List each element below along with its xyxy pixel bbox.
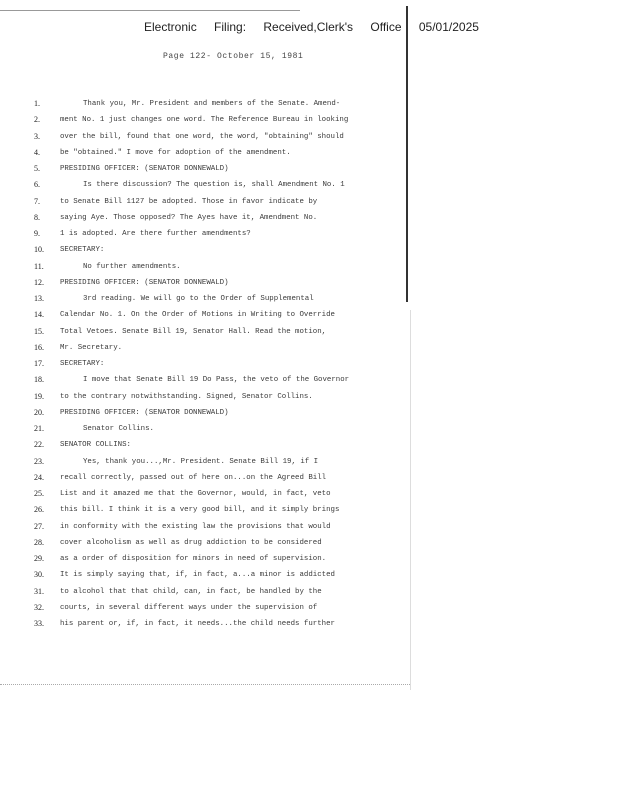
transcript-line — [0, 96, 410, 112]
line-text: this bill. I think it is a very good bill, and it simply brings — [60, 506, 340, 515]
line-number: 11. — [34, 261, 44, 271]
line-text: to Senate Bill 1127 be adopted. Those in favor indicate by — [60, 197, 318, 206]
line-text: in conformity with the existing law the provisions that would — [60, 522, 331, 531]
transcript-line — [0, 177, 410, 193]
line-text: I move that Senate Bill 19 Do Pass, the veto of the Governor — [83, 376, 350, 385]
transcript-line — [0, 470, 410, 486]
line-text: List and it amazed me that the Governor, would, in fact, veto — [60, 490, 331, 498]
line-number: 15. — [34, 326, 44, 336]
line-number: 27. — [34, 521, 44, 531]
line-number: 16. — [34, 342, 44, 352]
transcript-line — [0, 372, 410, 388]
line-text: It is simply saying that, if, in fact, a...a minor is addicted — [60, 571, 335, 580]
transcript-line — [0, 535, 410, 551]
line-number: 4. — [34, 147, 40, 157]
transcript-line — [0, 259, 410, 275]
transcript-line — [0, 437, 410, 453]
line-number: 7. — [34, 196, 40, 206]
line-number: 19. — [34, 391, 44, 401]
line-number: 9. — [34, 229, 40, 238]
line-text: PRESIDING OFFICER: (SENATOR DONNEWALD) — [60, 278, 229, 287]
line-text: PRESIDING OFFICER: (SENATOR DONNEWALD) — [60, 408, 229, 417]
line-number: 30. — [34, 570, 44, 580]
line-text: Calendar No. 1. On the Order of Motions in Writing to Override — [60, 311, 335, 320]
transcript-line — [0, 210, 410, 226]
line-text: as a order of disposition for minors in need of supervision. — [60, 555, 327, 563]
line-text: PRESIDING OFFICER: (SENATOR DONNEWALD) — [60, 165, 229, 173]
line-number: 31. — [34, 586, 44, 596]
line-number: 5. — [34, 164, 40, 173]
line-number: 6. — [34, 180, 40, 190]
line-text: SECRETARY: — [60, 360, 105, 368]
line-text: courts, in several different ways under the supervision of — [60, 603, 318, 612]
stamp-received: Received,Clerk's — [263, 20, 354, 34]
transcript-line — [0, 340, 410, 356]
scan-top-rule — [0, 10, 300, 11]
line-number: 2. — [34, 115, 40, 125]
transcript-line — [0, 551, 410, 567]
line-number: 12. — [34, 277, 44, 287]
line-text: be "obtained." I move for adoption of the amendment. — [60, 148, 291, 157]
transcript-line — [0, 405, 410, 421]
transcript-line — [0, 242, 410, 258]
transcript-line — [0, 161, 410, 177]
transcript-line — [0, 421, 410, 437]
line-number: 25. — [34, 489, 44, 498]
transcript-line — [0, 275, 410, 291]
line-text: 3rd reading. We will go to the Order of Supplemental — [83, 295, 314, 303]
transcript-line — [0, 519, 410, 535]
transcript-line — [0, 600, 410, 616]
line-number: 14. — [34, 310, 44, 320]
line-number: 3. — [34, 131, 40, 141]
line-text: No further amendments. — [83, 262, 181, 271]
line-number: 23. — [34, 456, 44, 466]
line-number: 17. — [34, 359, 44, 368]
line-text: to the contrary notwithstanding. Signed, Senator Collins. — [60, 392, 313, 401]
transcript-line — [0, 226, 410, 242]
line-number: 26. — [34, 505, 44, 515]
line-text: recall correctly, passed out of here on...on the Agreed Bill — [60, 473, 327, 482]
transcript-line — [0, 454, 410, 470]
line-text: saying Aye. Those opposed? The Ayes have it, Amendment No. — [60, 213, 318, 222]
line-number: 8. — [34, 212, 40, 222]
line-text: Senator Collins. — [83, 425, 154, 433]
transcript-line — [0, 502, 410, 518]
line-number: 28. — [34, 537, 44, 547]
stamp-filing: Filing: — [214, 20, 247, 34]
line-text: SENATOR COLLINS: — [60, 441, 131, 450]
stamp-electronic: Electronic — [144, 20, 197, 34]
line-number: 29. — [34, 554, 44, 563]
line-text: ment No. 1 just changes one word. The Reference Bureau in looking — [60, 116, 349, 125]
transcript-line — [0, 486, 410, 502]
line-text: Thank you, Mr. President and members of the Senate. Amend- — [83, 100, 341, 108]
filing-stamp — [144, 20, 493, 34]
transcript-line — [0, 291, 410, 307]
stamp-date: 05/01/2025 — [418, 20, 479, 34]
line-text: Total Vetoes. Senate Bill 19, Senator Hall. Read the motion, — [60, 327, 327, 336]
transcript-line — [0, 112, 410, 128]
line-text: 1 is adopted. Are there further amendments? — [60, 230, 251, 238]
transcript-line — [0, 194, 410, 210]
stamp-office: Office — [370, 20, 402, 34]
transcript-line — [0, 145, 410, 161]
transcript-line — [0, 129, 410, 145]
transcript-line — [0, 567, 410, 583]
line-text: his parent or, if, in fact, it needs...the child needs further — [60, 620, 335, 628]
line-number: 20. — [34, 407, 44, 417]
line-number: 13. — [34, 294, 44, 303]
scan-bottom-noise — [0, 684, 410, 687]
transcript-line — [0, 324, 410, 340]
line-number: 24. — [34, 472, 44, 482]
page-header: Page 122- October 15, 1981 — [163, 52, 304, 61]
line-number: 33. — [34, 619, 44, 628]
line-number: 18. — [34, 375, 44, 385]
transcript-line — [0, 616, 410, 632]
transcript-line — [0, 389, 410, 405]
line-text: to alcohol that that child, can, in fact, be handled by the — [60, 587, 322, 596]
line-text: SECRETARY: — [60, 246, 105, 255]
line-number: 21. — [34, 424, 44, 433]
transcript-line — [0, 307, 410, 323]
line-number: 10. — [34, 245, 44, 255]
line-text: Mr. Secretary. — [60, 343, 123, 352]
transcript-line — [0, 356, 410, 372]
line-number: 1. — [34, 99, 40, 108]
line-text: cover alcoholism as well as drug addiction to be considered — [60, 538, 322, 547]
line-number: 22. — [34, 440, 44, 450]
margin-rule-faint — [410, 310, 411, 690]
line-number: 32. — [34, 602, 44, 612]
transcript-line — [0, 584, 410, 600]
line-text: Yes, thank you...,Mr. President. Senate Bill 19, if I — [83, 457, 319, 466]
line-text: Is there discussion? The question is, shall Amendment No. 1 — [83, 181, 345, 190]
line-text: over the bill, found that one word, the word, "obtaining" should — [60, 132, 344, 141]
